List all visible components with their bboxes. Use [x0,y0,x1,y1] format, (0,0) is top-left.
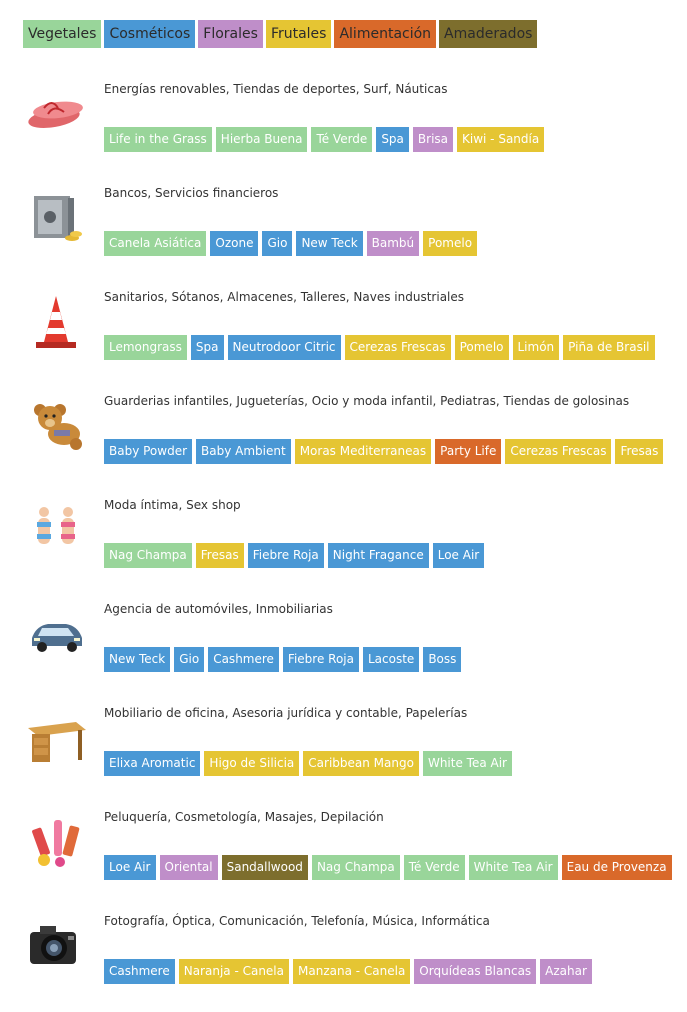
fragrance-tag-life-in-the-grass[interactable]: Life in the Grass [104,127,212,152]
teddy-bear-icon [24,396,88,456]
fragrance-tag-cerezas-frescas[interactable]: Cerezas Frescas [345,335,451,360]
fragrance-tags [104,543,484,568]
business-row [0,804,687,908]
fragrance-tag-sandallwood[interactable]: Sandallwood [222,855,308,880]
flip-flops-icon [24,84,88,144]
business-description: Mobiliario de oficina, Asesoria jurídica y contable, Papelerías [104,706,468,720]
legend-florales: Florales [198,20,263,48]
fragrance-tag-loe-air[interactable]: Loe Air [433,543,485,568]
fragrance-tag-loe-air[interactable]: Loe Air [104,855,156,880]
legend-vegetales: Vegetales [23,20,101,48]
fragrance-tag-eau-de-provenza[interactable]: Eau de Provenza [562,855,672,880]
fragrance-tag-new-teck[interactable]: New Teck [104,647,170,672]
desk-icon [24,708,88,768]
fragrance-tags [104,647,461,672]
business-row [0,76,687,180]
fragrance-tag-pomelo[interactable]: Pomelo [423,231,477,256]
fragrance-tag-brisa[interactable]: Brisa [413,127,453,152]
traffic-cone-icon [24,292,88,352]
fragrance-tag-new-teck[interactable]: New Teck [296,231,362,256]
fragrance-tag-caribbean-mango[interactable]: Caribbean Mango [303,751,419,776]
business-row [0,596,687,700]
fragrance-tag-gio[interactable]: Gio [174,647,204,672]
business-row [0,180,687,284]
fragrance-tags [104,127,544,152]
business-description: Agencia de automóviles, Inmobiliarias [104,602,333,616]
fragrance-tag-white-tea-air[interactable]: White Tea Air [469,855,558,880]
fragrance-tags [104,231,477,256]
fragrance-tag-fiebre-roja[interactable]: Fiebre Roja [248,543,324,568]
business-description: Moda íntima, Sex shop [104,498,241,512]
fragrance-tag-gio[interactable]: Gio [262,231,292,256]
fragrance-tag-te-verde[interactable]: Té Verde [311,127,372,152]
business-row [0,492,687,596]
fragrance-tag-bambu[interactable]: Bambú [367,231,420,256]
fragrance-tag-cerezas-frescas[interactable]: Cerezas Frescas [505,439,611,464]
fragrance-tag-orquideas-blancas[interactable]: Orquídeas Blancas [414,959,536,984]
fragrance-tag-party-life[interactable]: Party Life [435,439,501,464]
category-legend [23,20,537,48]
business-description: Fotografía, Óptica, Comunicación, Telefonía, Música, Informática [104,914,490,928]
fragrance-tag-lacoste[interactable]: Lacoste [363,647,419,672]
car-icon [24,604,88,664]
fragrance-tag-nag-champa[interactable]: Nag Champa [312,855,400,880]
business-description: Guarderias infantiles, Jugueterías, Ocio y moda infantil, Pediatras, Tiendas de golosinas [104,394,630,408]
fragrance-tag-canela-asiatica[interactable]: Canela Asiática [104,231,206,256]
fragrance-tags [104,855,672,880]
fragrance-tag-white-tea-air[interactable]: White Tea Air [423,751,512,776]
business-description: Energías renovables, Tiendas de deportes, Surf, Náuticas [104,82,448,96]
fragrance-tag-hierba-buena[interactable]: Hierba Buena [216,127,308,152]
business-row [0,700,687,804]
fragrance-tag-elixa-aromatic[interactable]: Elixa Aromatic [104,751,200,776]
fragrance-tag-spa[interactable]: Spa [376,127,409,152]
fragrance-tag-ozone[interactable]: Ozone [210,231,258,256]
fragrance-tag-fiebre-roja[interactable]: Fiebre Roja [283,647,359,672]
fragrance-tag-pomelo[interactable]: Pomelo [455,335,509,360]
fragrance-tag-night-fragance[interactable]: Night Fragance [328,543,429,568]
fragrance-tag-manzana-canela[interactable]: Manzana - Canela [293,959,410,984]
fragrance-tags [104,751,512,776]
fragrance-tag-fresas[interactable]: Fresas [196,543,244,568]
legend-cosmeticos: Cosméticos [104,20,195,48]
fragrance-tag-moras-mediterraneas[interactable]: Moras Mediterraneas [295,439,431,464]
fragrance-tags [104,439,663,464]
fragrance-tag-baby-powder[interactable]: Baby Powder [104,439,192,464]
fragrance-tag-fresas[interactable]: Fresas [615,439,663,464]
fragrance-tag-kiwi-sandia[interactable]: Kiwi - Sandía [457,127,544,152]
lingerie-icon [24,500,88,560]
fragrance-tag-spa[interactable]: Spa [191,335,224,360]
legend-amaderados: Amaderados [439,20,537,48]
business-description: Peluquería, Cosmetología, Masajes, Depilación [104,810,384,824]
fragrance-tag-te-verde[interactable]: Té Verde [404,855,465,880]
camera-icon [24,916,88,976]
fragrance-tag-nag-champa[interactable]: Nag Champa [104,543,192,568]
fragrance-tag-limon[interactable]: Limón [513,335,560,360]
fragrance-tags [104,335,655,360]
legend-frutales: Frutales [266,20,332,48]
business-row [0,388,687,492]
business-row [0,908,687,1012]
safe-icon [24,188,88,248]
fragrance-tag-oriental[interactable]: Oriental [160,855,218,880]
fragrance-tag-higo-de-silicia[interactable]: Higo de Silicia [204,751,299,776]
business-description: Sanitarios, Sótanos, Almacenes, Talleres, Naves industriales [104,290,465,304]
business-row [0,284,687,388]
business-list [0,76,687,1012]
business-description: Bancos, Servicios financieros [104,186,279,200]
fragrance-tag-cashmere[interactable]: Cashmere [104,959,175,984]
fragrance-tag-baby-ambient[interactable]: Baby Ambient [196,439,291,464]
cosmetics-icon [24,812,88,872]
legend-alimentacion: Alimentación [334,20,436,48]
fragrance-tag-pina-de-brasil[interactable]: Piña de Brasil [563,335,654,360]
fragrance-tag-boss[interactable]: Boss [423,647,461,672]
fragrance-tag-lemongrass[interactable]: Lemongrass [104,335,187,360]
fragrance-tag-cashmere[interactable]: Cashmere [208,647,279,672]
fragrance-tag-azahar[interactable]: Azahar [540,959,592,984]
fragrance-tag-neutrodoor-citric[interactable]: Neutrodoor Citric [228,335,341,360]
fragrance-tag-naranja-canela[interactable]: Naranja - Canela [179,959,289,984]
fragrance-tags [104,959,592,984]
